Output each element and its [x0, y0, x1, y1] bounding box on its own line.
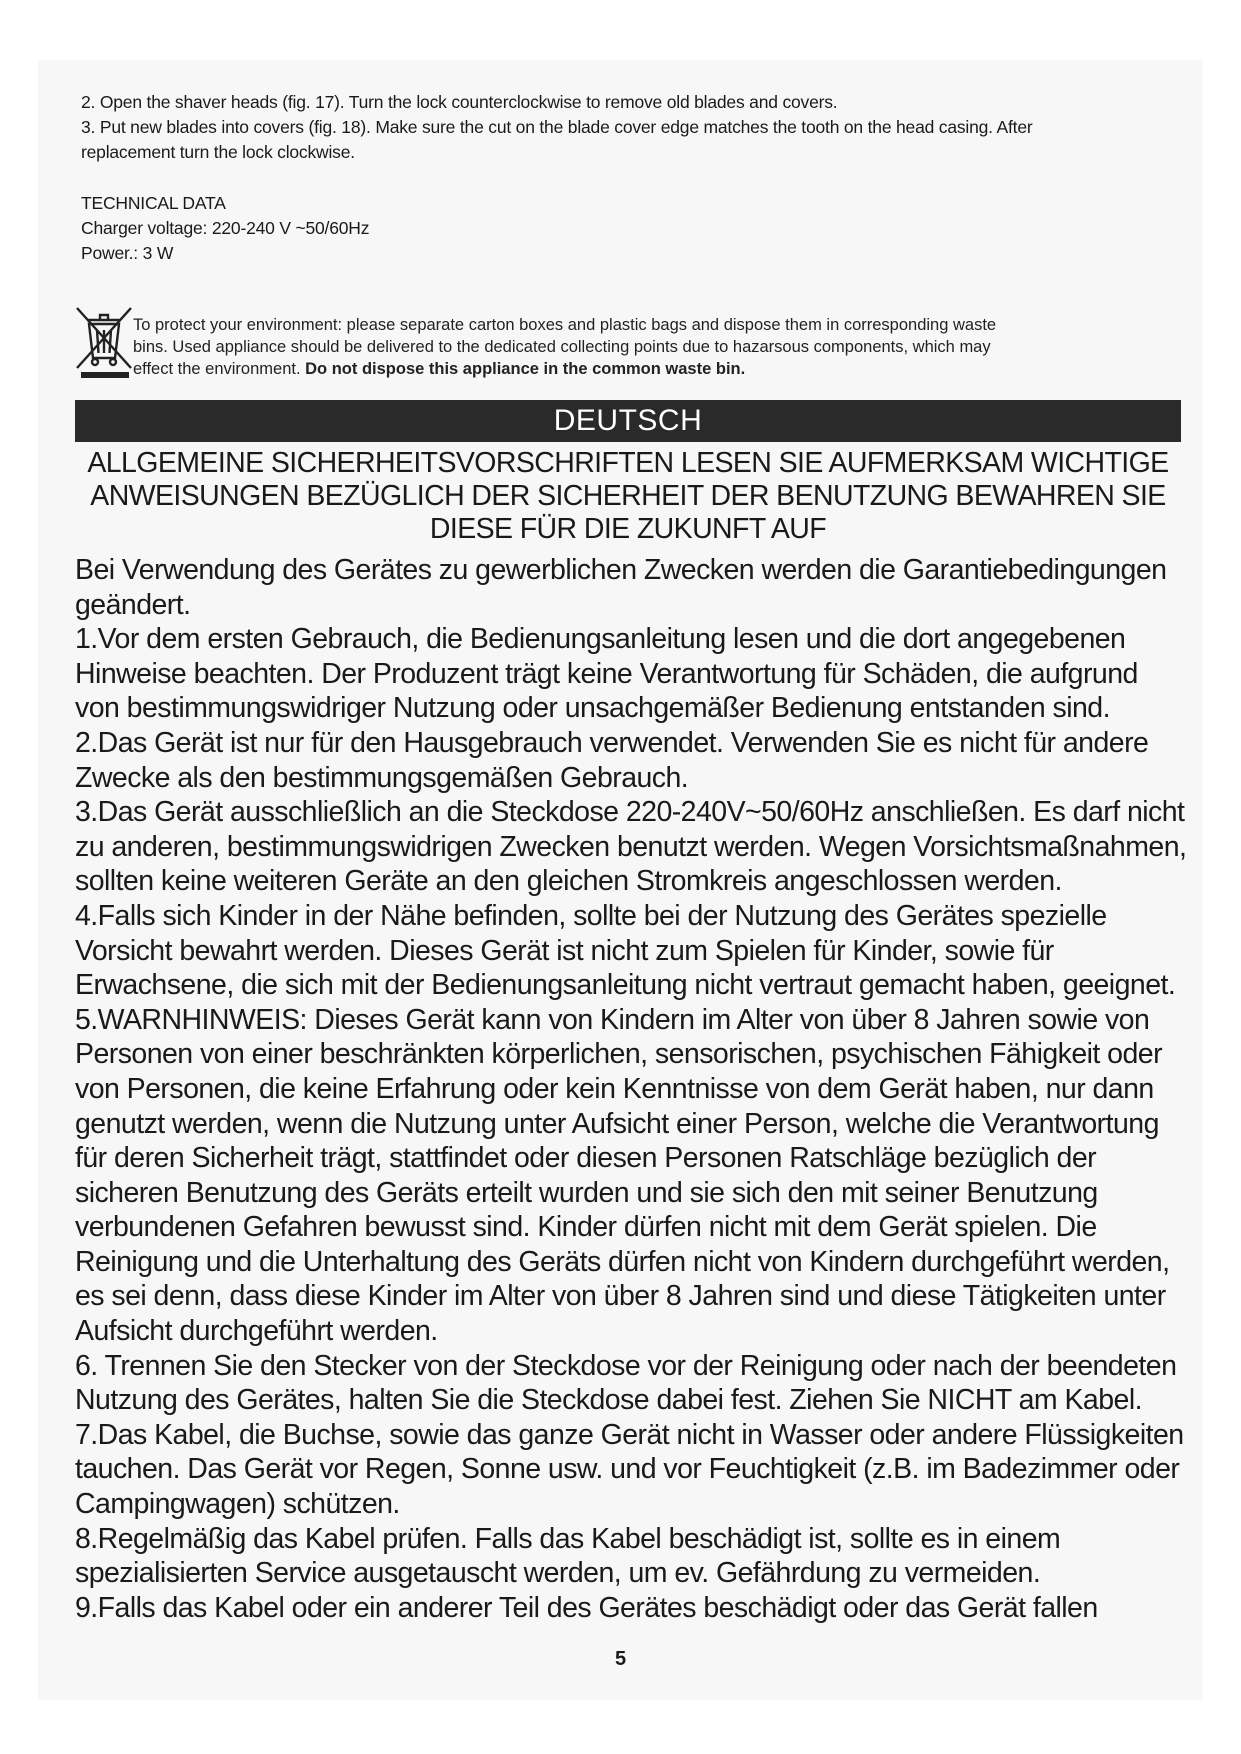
body-line: 7.Das Kabel, die Buchse, sowie das ganze Gerät nicht in Wasser oder andere Flüssigkeiten — [75, 1418, 1184, 1451]
body-line: spezialisierten Service ausgetauscht werden, um ev. Gefährdung zu vermeiden. — [75, 1557, 1041, 1590]
instructions-top — [81, 90, 1161, 266]
technical-data-title: TECHNICAL DATA — [81, 193, 226, 213]
heading-line: ANWEISUNGEN BEZÜGLICH DER SICHERHEIT DER BENUTZUNG BEWAHREN SIE — [90, 480, 1166, 512]
instruction-line: 2. Open the shaver heads (fig. 17). Turn the lock counterclockwise to remove old blades and covers. — [81, 92, 838, 112]
body-line: von bestimmungswidriger Nutzung oder unsachgemäßer Bedienung entstanden sind. — [75, 692, 1110, 725]
body-line: von Personen, die keine Erfahrung oder kein Kenntnisse von dem Gerät haben, nur dann — [75, 1072, 1154, 1105]
body-line: 6. Trennen Sie den Stecker von der Steckdose vor der Reinigung oder nach der beendeten — [75, 1349, 1177, 1382]
body-line: Personen von einer beschränkten körperlichen, sensorischen, psychischen Fähigkeit oder — [75, 1038, 1163, 1071]
body-line: für deren Sicherheit trägt, stattfindet oder diesen Personen Ratschläge bezüglich der — [75, 1142, 1097, 1175]
body-line: genutzt werden, wenn die Nutzung unter Aufsicht einer Person, welche die Verantwortung — [75, 1107, 1159, 1140]
body-line: tauchen. Das Gerät vor Regen, Sonne usw. und vor Feuchtigkeit (z.B. im Badezimmer oder — [75, 1453, 1180, 1486]
body-line: Campingwagen) schützen. — [75, 1488, 400, 1521]
disposal-line: bins. Used appliance should be delivered to the dedicated collecting points due to hazarsous components, which may — [133, 338, 991, 356]
body-line: Erwachsene, die sich mit der Bedienungsanleitung nicht vertraut gemacht haben, geeignet. — [75, 969, 1176, 1002]
body-line: verbundenen Gefahren bewusst sind. Kinder dürfen nicht mit dem Gerät spielen. Die — [75, 1211, 1097, 1244]
safety-heading — [75, 447, 1181, 546]
body-line: 8.Regelmäßig das Kabel prüfen. Falls das Kabel beschädigt ist, sollte es in einem — [75, 1522, 1061, 1555]
body-line: 5.WARNHINWEIS: Dieses Gerät kann von Kindern im Alter von über 8 Jahren sowie von — [75, 1003, 1150, 1036]
disposal-line: To protect your environment: please separate carton boxes and plastic bags and dispose them in corresponding waste — [133, 316, 997, 334]
body-line: Zwecke als den bestimmungsgemäßen Gebrauch. — [75, 761, 689, 794]
body-line: Hinweise beachten. Der Produzent trägt keine Verantwortung für Schäden, die aufgrund — [75, 657, 1138, 690]
body-line: Aufsicht durchgeführt werden. — [75, 1315, 438, 1348]
disposal-notice — [73, 300, 1153, 380]
body-line: 3.Das Gerät ausschließlich an die Steckdose 220-240V~50/60Hz anschließen. Es darf nicht — [75, 796, 1185, 829]
body-line: Vorsicht bewahrt werden. Dieses Gerät ist nicht zum Spielen für Kinder, sowie für — [75, 934, 1054, 967]
body-line: es sei denn, dass diese Kinder im Alter von über 8 Jahren sind und diese Tätigkeiten unter — [75, 1280, 1166, 1313]
instruction-line: 3. Put new blades into covers (fig. 18). Make sure the cut on the blade cover edge matches the tooth on the head casing. After — [81, 117, 1033, 137]
safety-instructions-body — [75, 553, 1195, 1625]
body-line: 1.Vor dem ersten Gebrauch, die Bedienungsanleitung lesen und die dort angegebenen — [75, 623, 1126, 656]
body-line: sicheren Benutzung des Geräts erteilt wurden und sie sich den mit seiner Benutzung — [75, 1176, 1098, 1209]
language-section-bar: DEUTSCH — [75, 400, 1181, 442]
technical-data-line: Power.: 3 W — [81, 243, 174, 263]
body-line: 9.Falls das Kabel oder ein anderer Teil des Gerätes beschädigt oder das Gerät fallen — [75, 1591, 1098, 1624]
body-line: Bei Verwendung des Gerätes zu gewerblichen Zwecken werden die Garantiebedingungen — [75, 554, 1167, 586]
technical-data-line: Charger voltage: 220-240 V ~50/60Hz — [81, 218, 370, 238]
disposal-warning: Do not dispose this appliance in the common waste bin. — [305, 360, 746, 378]
body-line: Reinigung und die Unterhaltung des Geräts dürfen nicht von Kindern durchgeführt werden, — [75, 1245, 1170, 1278]
heading-line: DIESE FÜR DIE ZUKUNFT AUF — [429, 513, 827, 545]
body-line: 2.Das Gerät ist nur für den Hausgebrauch verwendet. Verwenden Sie es nicht für andere — [75, 726, 1149, 759]
body-line: sollten keine weiteren Geräte an den gleichen Stromkreis angeschlossen werden. — [75, 865, 1062, 898]
body-line: 4.Falls sich Kinder in der Nähe befinden, sollte bei der Nutzung des Gerätes spezielle — [75, 899, 1107, 932]
instruction-line: replacement turn the lock clockwise. — [81, 142, 355, 162]
body-line: geändert. — [75, 588, 191, 621]
body-line: zu anderen, bestimmungswidrigen Zwecken benutzt werden. Wegen Vorsichtsmaßnahmen, — [75, 830, 1187, 863]
disposal-line: effect the environment. — [133, 360, 306, 378]
body-line: Nutzung des Gerätes, halten Sie die Steckdose dabei fest. Ziehen Sie NICHT am Kabel. — [75, 1384, 1142, 1417]
heading-line: ALLGEMEINE SICHERHEITSVORSCHRIFTEN LESEN SIE AUFMERKSAM WICHTIGE — [87, 447, 1169, 479]
crossed-out-wheelie-bin-icon — [73, 300, 135, 380]
page-number: 5 — [614, 1648, 627, 1670]
